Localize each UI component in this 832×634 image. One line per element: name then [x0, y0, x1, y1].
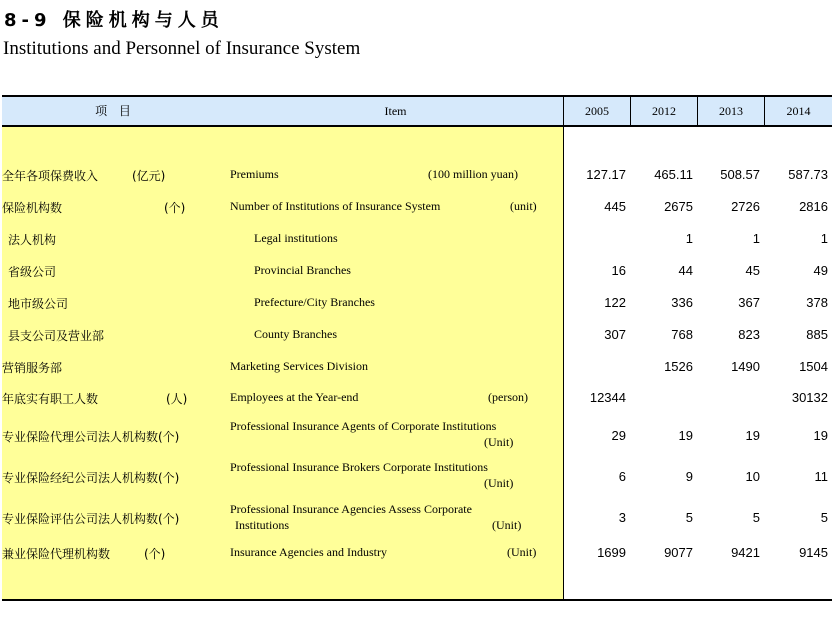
- value-2013: 508.57: [720, 167, 760, 182]
- row-label-cn: 专业保险经纪公司法人机构数(个): [2, 471, 180, 485]
- value-2012: 9077: [664, 545, 693, 560]
- value-2014: 49: [813, 263, 828, 278]
- value-2005: 3: [618, 510, 626, 525]
- value-2005: 122: [604, 295, 626, 310]
- value-2014: 9145: [799, 545, 828, 560]
- row-label-en: Prefecture/City Branches: [254, 295, 375, 309]
- row-label-en: Number of Institutions of Insurance System: [230, 199, 441, 213]
- row-unit-en: (Unit): [484, 435, 514, 449]
- value-2013: 1490: [731, 359, 760, 374]
- header-year-2012: 2012: [630, 97, 697, 125]
- row-label-en: Professional Insurance Agencies Assess Corporate: [230, 502, 472, 516]
- value-2005: 445: [604, 199, 626, 214]
- row-label-cn: 全年各项保费收入: [2, 169, 99, 183]
- row-label-cn: 专业保险评估公司法人机构数(个): [2, 512, 180, 526]
- value-2012: 44: [678, 263, 693, 278]
- value-2012: 1526: [664, 359, 693, 374]
- row-label-cn: 专业保险代理公司法人机构数(个): [2, 430, 180, 444]
- header-item-en: Item: [384, 104, 407, 118]
- header-year-2005: 2005: [563, 97, 630, 125]
- row-label-en: Insurance Agencies and Industry: [230, 545, 387, 559]
- row-unit-cn: (亿元): [132, 169, 166, 183]
- table-title-cn: 8-9 保险机构与人员: [4, 10, 224, 31]
- row-unit-en: (unit): [510, 199, 537, 213]
- value-2005: 1699: [597, 545, 626, 560]
- value-2005: 29: [611, 428, 626, 443]
- value-2012: 19: [678, 428, 693, 443]
- row-unit-en: (Unit): [507, 545, 537, 559]
- value-2013: 1: [752, 231, 760, 246]
- table-header: [2, 95, 832, 127]
- value-2005: 307: [604, 327, 626, 342]
- value-2014: 885: [806, 327, 828, 342]
- value-2014: 11: [814, 469, 828, 484]
- value-2014: 378: [806, 295, 828, 310]
- table-bottom-rule: [2, 599, 832, 601]
- value-2014: 1504: [799, 359, 828, 374]
- value-2012: 465.11: [654, 167, 693, 182]
- value-2013: 19: [745, 428, 760, 443]
- value-2012: 9: [685, 469, 693, 484]
- row-label-en: County Branches: [254, 327, 337, 341]
- value-2012: 5: [685, 510, 693, 525]
- value-2012: 2675: [664, 199, 693, 214]
- value-2012: 1: [685, 231, 693, 246]
- header-year-2014: 2014: [764, 97, 832, 125]
- value-2005: 12344: [589, 390, 626, 405]
- value-2014: 2816: [799, 199, 828, 214]
- row-unit-cn: (个): [144, 547, 166, 561]
- row-label-en: Professional Insurance Agents of Corporate Institutions: [230, 419, 497, 433]
- row-label-cn: 营销服务部: [2, 361, 63, 375]
- table-title-en: Institutions and Personnel of Insurance System: [3, 38, 361, 59]
- value-2013: 45: [745, 263, 760, 278]
- row-label-en: Employees at the Year-end: [230, 390, 359, 404]
- row-unit-en: (100 million yuan): [428, 167, 518, 181]
- statistics-table: [2, 95, 832, 601]
- row-label-en: Premiums: [230, 167, 279, 181]
- value-2013: 10: [745, 469, 760, 484]
- value-2014: 30132: [791, 390, 828, 405]
- row-label-cn: 年底实有职工人数: [2, 392, 99, 406]
- row-label-cn: 县支公司及营业部: [8, 329, 105, 343]
- value-2014: 5: [820, 510, 828, 525]
- value-2013: 2726: [731, 199, 760, 214]
- row-label-cn: 兼业保险代理机构数: [2, 547, 111, 561]
- header-item-cn: 项 目: [95, 104, 135, 118]
- row-label-cn: 地市级公司: [8, 297, 69, 311]
- value-2014: 1: [820, 231, 828, 246]
- value-2005: 16: [611, 263, 626, 278]
- row-unit-en: (Unit): [484, 476, 514, 490]
- value-2013: 9421: [731, 545, 760, 560]
- value-2013: 367: [738, 295, 760, 310]
- row-label-cn: 省级公司: [8, 265, 57, 279]
- value-2012: 768: [671, 327, 693, 342]
- value-2012: 336: [671, 295, 693, 310]
- row-unit-cn: (个): [164, 201, 186, 215]
- row-label-en: Marketing Services Division: [230, 359, 368, 373]
- value-2005: 127.17: [586, 167, 626, 182]
- row-label-en-line2: Institutions: [235, 518, 290, 532]
- row-unit-cn: (人): [166, 392, 188, 406]
- row-label-cn: 法人机构: [8, 233, 57, 247]
- value-2014: 19: [813, 428, 828, 443]
- value-2013: 5: [752, 510, 760, 525]
- row-label-en: Provincial Branches: [254, 263, 351, 277]
- value-2005: 6: [618, 469, 626, 484]
- row-label-en: Legal institutions: [254, 231, 338, 245]
- row-unit-en: (Unit): [492, 518, 522, 532]
- row-label-en: Professional Insurance Brokers Corporate Institutions: [230, 460, 488, 474]
- value-2014: 587.73: [788, 167, 828, 182]
- row-label-cn: 保险机构数: [2, 201, 63, 215]
- header-year-2013: 2013: [697, 97, 764, 125]
- row-unit-en: (person): [488, 390, 528, 404]
- value-2013: 823: [738, 327, 760, 342]
